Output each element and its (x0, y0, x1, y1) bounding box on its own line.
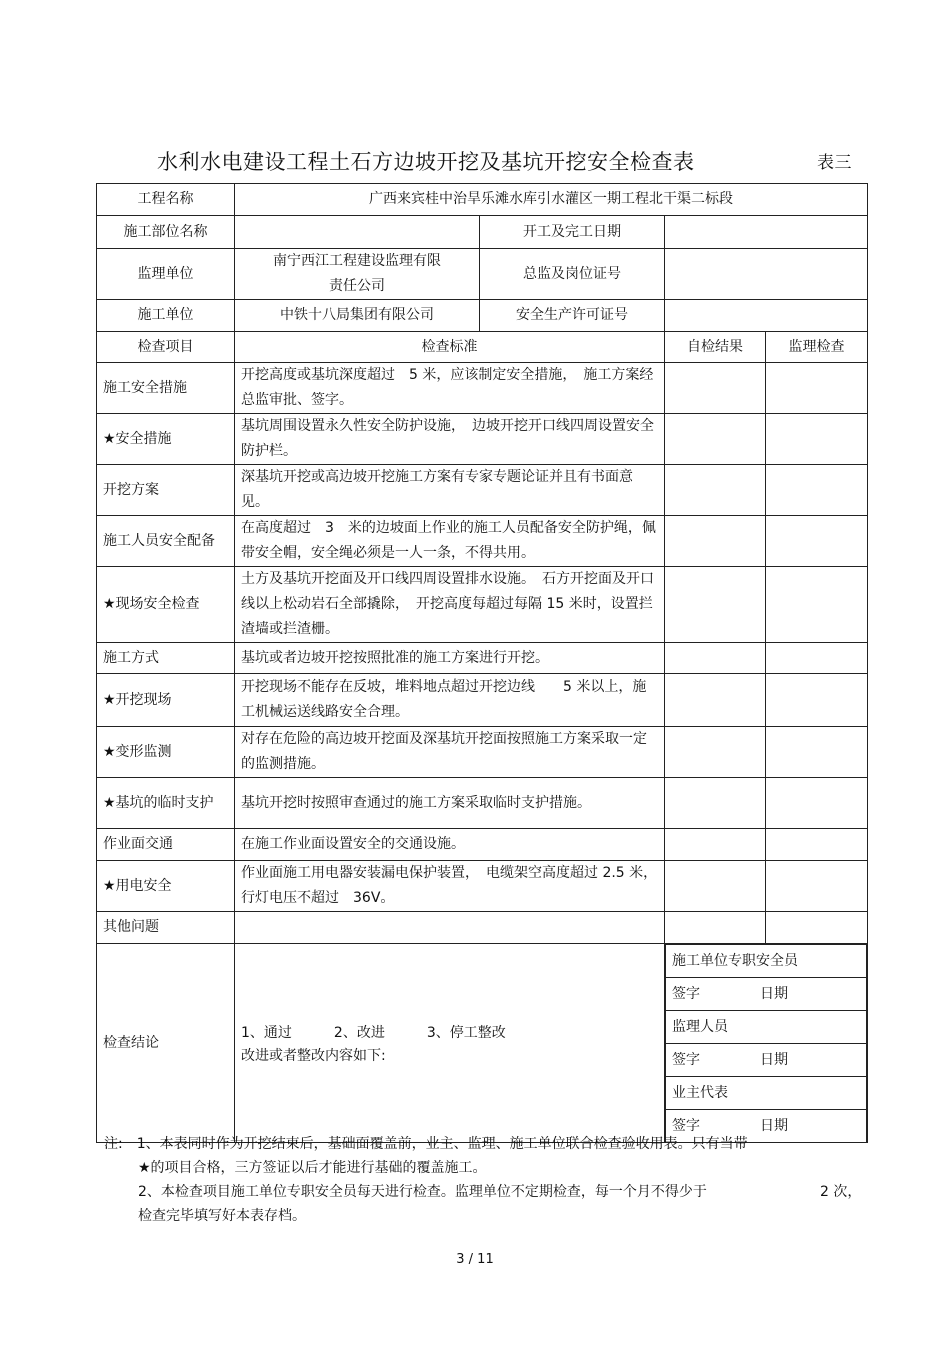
row-item: ★现场安全检查 (97, 567, 235, 643)
chief-value (665, 249, 868, 300)
date-label: 日期 (760, 1051, 788, 1068)
supervision-cell[interactable] (766, 912, 868, 944)
supervisor-person-sign[interactable] (666, 1044, 867, 1077)
date-label: 日期 (760, 985, 788, 1002)
table-row (97, 643, 868, 674)
page-indicator: 3 / 11 (456, 1252, 494, 1267)
table-row (97, 727, 868, 778)
rectification-label: 改进或者整改内容如下: (241, 1047, 386, 1064)
self-check-cell[interactable] (665, 516, 766, 567)
notes (104, 1132, 864, 1228)
row-item: 作业面交通 (97, 829, 235, 861)
self-check-cell[interactable] (665, 465, 766, 516)
supervision-cell[interactable] (766, 778, 868, 829)
supervision-cell[interactable] (766, 567, 868, 643)
row-item: ★基坑的临时支护 (97, 778, 235, 829)
sign-label: 签字 (672, 1051, 700, 1068)
row-item: 施工方式 (97, 643, 235, 674)
dates-value (665, 216, 868, 249)
supervision-cell[interactable] (766, 643, 868, 674)
supervision-cell[interactable] (766, 516, 868, 567)
table-row (97, 674, 868, 727)
row-standard (235, 912, 665, 944)
table-row (97, 912, 868, 944)
note-1b: ★的项目合格，三方签证以后才能进行基础的覆盖施工。 (138, 1160, 487, 1176)
row-standard: 开挖现场不能存在反坡，堆料地点超过开挖边线 5 米以上，施工机械运送线路安全合理。 (235, 674, 665, 727)
supervision-cell[interactable] (766, 861, 868, 912)
row-item: ★用电安全 (97, 861, 235, 912)
table-row (97, 465, 868, 516)
row-item: 施工人员安全配备 (97, 516, 235, 567)
row-standard: 在高度超过 3 米的边坡面上作业的施工人员配备安全防护绳，佩带安全帽，安全绳必须是一人一条，不得共用。 (235, 516, 665, 567)
row-item: 开挖方案 (97, 465, 235, 516)
sign-label: 签字 (672, 985, 700, 1002)
self-check-cell[interactable] (665, 861, 766, 912)
row-item: ★开挖现场 (97, 674, 235, 727)
conclusion-label: 检查结论 (97, 944, 235, 1143)
page-title: 水利水电建设工程土石方边坡开挖及基坑开挖安全检查表 (157, 150, 695, 174)
self-check-cell[interactable] (665, 414, 766, 465)
column-header-item: 检查项目 (97, 332, 235, 363)
self-check-cell[interactable] (665, 727, 766, 778)
part-name-value (235, 216, 480, 249)
column-header-self-check: 自检结果 (665, 332, 766, 363)
project-name-value: 广西来宾桂中治旱乐滩水库引水灌区一期工程北干渠二标段 (235, 184, 868, 216)
safety-officer-sign[interactable] (666, 978, 867, 1011)
supervision-cell[interactable] (766, 727, 868, 778)
table-row (97, 829, 868, 861)
row-standard: 基坑周围设置永久性安全防护设施， 边坡开挖开口线四周设置安全防护栏。 (235, 414, 665, 465)
safety-officer-label: 施工单位专职安全员 (666, 945, 867, 978)
supervisor-value: 南宁西江工程建设监理有限责任公司 (235, 249, 480, 300)
self-check-cell[interactable] (665, 363, 766, 414)
row-item: ★变形监测 (97, 727, 235, 778)
self-check-cell[interactable] (665, 778, 766, 829)
note-2b: 检查完毕填写好本表存档。 (138, 1208, 306, 1224)
option-improve: 2、改进 (333, 1024, 385, 1041)
supervision-cell[interactable] (766, 465, 868, 516)
supervision-cell[interactable] (766, 414, 868, 465)
row-standard: 开挖高度或基坑深度超过 5 米，应该制定安全措施， 施工方案经总监审批、签字。 (235, 363, 665, 414)
conclusion-options (241, 1021, 658, 1046)
self-check-cell[interactable] (665, 829, 766, 861)
conclusion-content[interactable] (235, 944, 665, 1143)
row-item: 其他问题 (97, 912, 235, 944)
row-standard: 对存在危险的高边坡开挖面及深基坑开挖面按照施工方案采取一定的监测措施。 (235, 727, 665, 778)
row-standard: 作业面施工用电器安装漏电保护装置， 电缆架空高度超过 2.5 米，行灯电压不超过 36V。 (235, 861, 665, 912)
row-standard: 基坑或者边坡开挖按照批准的施工方案进行开挖。 (235, 643, 665, 674)
note-2a-count: 2 次， (820, 1184, 862, 1200)
sign-label: 签字 (672, 1117, 700, 1134)
license-value (665, 300, 868, 332)
contractor-label: 施工单位 (97, 300, 235, 332)
row-standard: 基坑开挖时按照审查通过的施工方案采取临时支护措施。 (235, 778, 665, 829)
self-check-cell[interactable] (665, 674, 766, 727)
date-label: 日期 (760, 1117, 788, 1134)
supervision-cell[interactable] (766, 829, 868, 861)
option-pass: 1、通过 (241, 1024, 292, 1041)
row-standard: 深基坑开挖或高边坡开挖施工方案有专家专题论证并且有书面意见。 (235, 465, 665, 516)
contractor-value: 中铁十八局集团有限公司 (235, 300, 480, 332)
self-check-cell[interactable] (665, 643, 766, 674)
chief-label: 总监及岗位证号 (480, 249, 665, 300)
row-standard: 土方及基坑开挖面及开口线四周设置排水设施。 石方开挖面及开口线以上松动岩石全部撬除， 开挖高度每超过每隔 15 米时，设置拦渣墙或拦渣栅。 (235, 567, 665, 643)
table-row (97, 363, 868, 414)
owner-rep-label: 业主代表 (666, 1077, 867, 1110)
note-2a (104, 1180, 864, 1204)
row-item: 施工安全措施 (97, 363, 235, 414)
table-row (97, 778, 868, 829)
self-check-cell[interactable] (665, 912, 766, 944)
signature-panel (665, 944, 868, 1143)
supervisor-person-label: 监理人员 (666, 1011, 867, 1044)
dates-label: 开工及完工日期 (480, 216, 665, 249)
self-check-cell[interactable] (665, 567, 766, 643)
signature-table (665, 944, 867, 1142)
table-row (97, 567, 868, 643)
form-number: 表三 (817, 153, 852, 173)
column-header-standard: 检查标准 (235, 332, 665, 363)
part-name-label: 施工部位名称 (97, 216, 235, 249)
supervision-cell[interactable] (766, 363, 868, 414)
note-1a: 注: 1、本表同时作为开挖结束后，基础面覆盖前，业主、监理、施工单位联合检查验收用表。只有当带 (104, 1136, 748, 1152)
conclusion-row (97, 944, 868, 1143)
inspection-table (96, 183, 868, 1143)
option-stop: 3、停工整改 (426, 1024, 506, 1041)
supervision-cell[interactable] (766, 674, 868, 727)
license-label: 安全生产许可证号 (480, 300, 665, 332)
table-row (97, 861, 868, 912)
supervisor-label: 监理单位 (97, 249, 235, 300)
project-name-label: 工程名称 (97, 184, 235, 216)
row-standard: 在施工作业面设置安全的交通设施。 (235, 829, 665, 861)
table-row (97, 414, 868, 465)
row-item: ★安全措施 (97, 414, 235, 465)
note-2a-text: 2、本检查项目施工单位专职安全员每天进行检查。监理单位不定期检查，每一个月不得少于 (138, 1184, 707, 1200)
column-header-supervision: 监理检查 (766, 332, 868, 363)
table-row (97, 516, 868, 567)
